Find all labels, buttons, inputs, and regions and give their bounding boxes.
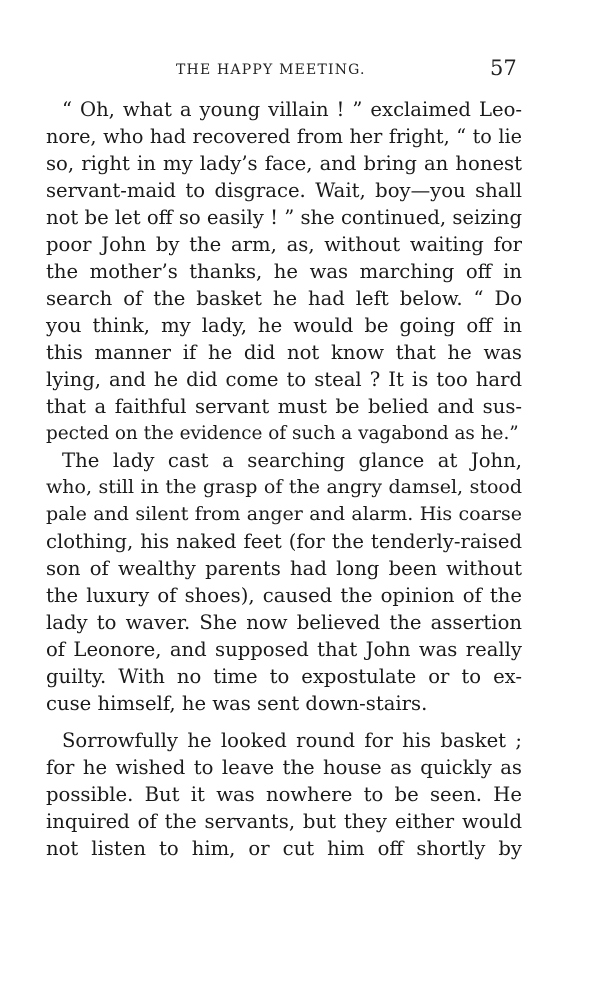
text-line: who, still in the grasp of the angry damsel, stood: [46, 476, 522, 498]
text-line: not listen to him, or cut him off shortly by: [46, 837, 522, 860]
text-line: Sorrowfully he looked round for his basket ;: [62, 729, 522, 752]
text-line: the mother’s thanks, he was marching off in: [46, 260, 522, 283]
text-line: this manner if he did not know that he was: [46, 341, 522, 364]
text-line: for he wished to leave the house as quickly as: [46, 756, 522, 779]
text-line: nore, who had recovered from her fright, “ to lie: [46, 125, 522, 148]
text-line: possible. But it was nowhere to be seen. He: [46, 783, 522, 806]
text-line: of Leonore, and supposed that John was really: [46, 638, 522, 661]
text-line: guilty. With no time to expostulate or to ex-: [46, 665, 522, 688]
text-line: poor John by the arm, as, without waiting for: [46, 233, 522, 256]
paragraph: [46, 447, 522, 717]
text-line: “ Oh, what a young villain ! ” exclaimed Leo-: [62, 98, 522, 121]
text-line: lying, and he did come to steal ? It is too hard: [46, 368, 522, 391]
text-line: cuse himself, he was sent down-stairs.: [46, 692, 428, 715]
text-line: not be let off so easily ! ” she continued, seizing: [46, 206, 522, 229]
text-line: search of the basket he had left below. “ Do: [46, 287, 522, 310]
running-head: THE HAPPY MEETING.: [176, 62, 366, 78]
text-line: you think, my lady, he would be going off in: [46, 314, 522, 337]
paragraph-gap: [46, 717, 522, 727]
paragraph: [46, 96, 522, 447]
text-line: inquired of the servants, but they either would: [46, 810, 522, 833]
text-line: the luxury of shoes), caused the opinion of the: [46, 584, 522, 607]
text-line: pected on the evidence of such a vagabond as he.”: [46, 423, 519, 444]
text-line: servant-maid to disgrace. Wait, boy—you shall: [46, 179, 522, 202]
text-line: clothing, his naked feet (for the tenderly-raised: [46, 530, 522, 553]
text-line: The lady cast a searching glance at John,: [62, 449, 522, 472]
text-line: son of wealthy parents had long been without: [46, 557, 522, 580]
paragraph: [46, 727, 522, 862]
text-line: that a faithful servant must be belied and sus-: [46, 395, 522, 418]
text-line: lady to waver. She now believed the assertion: [46, 611, 522, 634]
page-number: 57: [490, 56, 517, 80]
text-line: so, right in my lady’s face, and bring an honest: [46, 152, 522, 175]
body-text: [46, 96, 522, 862]
text-line: pale and silent from anger and alarm. His coarse: [46, 503, 522, 525]
